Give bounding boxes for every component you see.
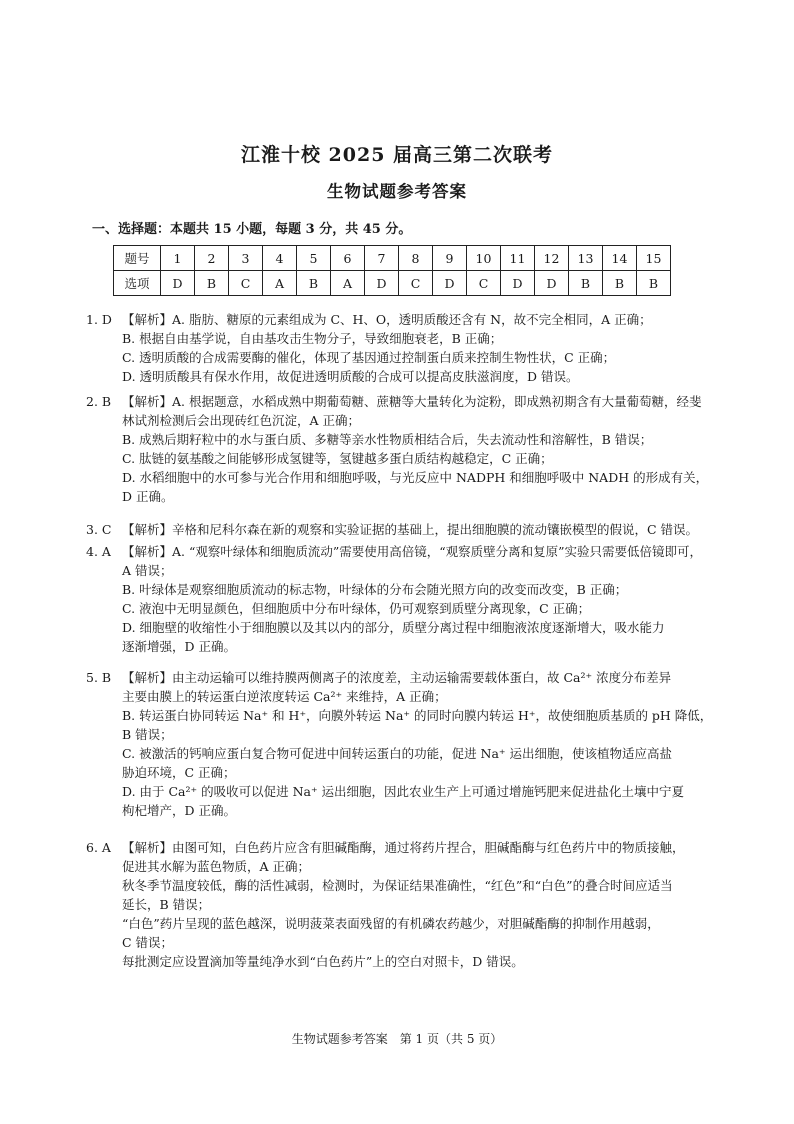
answer-table-number-row — [114, 246, 671, 271]
explanation-line: 促进其水解为蓝色物质，A 正确； — [122, 859, 311, 874]
question-number-cell: 12 — [535, 246, 569, 271]
question-3-explanation — [86, 520, 726, 539]
answer-table-option-row — [114, 271, 671, 296]
explanation-line: C. 肽链的氨基酸之间能够形成氢键等，氢键越多蛋白质结构越稳定，C 正确； — [122, 451, 553, 466]
answer-option-cell: B — [297, 271, 331, 296]
answer-option-cell: A — [331, 271, 365, 296]
question-2-explanation — [86, 392, 726, 506]
question-answer-label: 6. A — [86, 840, 111, 855]
explanation-line: D 正确。 — [122, 489, 174, 504]
explanation-line: 林试剂检测后会出现砖红色沉淀，A 正确； — [122, 413, 361, 428]
explanation-line: D. 水稻细胞中的水可参与光合作用和细胞呼吸，与光反应中 NADPH 和细胞呼吸中 NADH 的形成有关， — [122, 470, 709, 485]
explanation-line: B. 成熟后期籽粒中的水与蛋白质、多糖等亲水性物质相结合后，失去流动性和溶解性，B 错误； — [122, 432, 653, 447]
explanation-line: A 错误； — [122, 563, 173, 578]
question-answer-label: 5. B — [86, 670, 112, 685]
question-number-cell: 6 — [331, 246, 365, 271]
explanation-line: 延长，B 错误； — [122, 897, 211, 912]
answer-option-cell: D — [535, 271, 569, 296]
explanation-line: C. 被激活的钙响应蛋白复合物可促进中间转运蛋白的功能，促进 Na⁺ 运出细胞，使该植物适应高盐 — [122, 746, 673, 761]
explanation-line: 【解析】由图可知，白色药片应含有胆碱酯酶，通过将药片捏合，胆碱酯酶与红色药片中的物质接触， — [122, 840, 685, 855]
explanation-line: C 错误； — [122, 935, 174, 950]
explanation-line: B. 根据自由基学说，自由基攻击生物分子，导致细胞衰老，B 正确； — [122, 331, 503, 346]
question-5-explanation — [86, 668, 726, 820]
explanation-line: 胁迫环境，C 正确； — [122, 765, 236, 780]
explanation-line: 主要由膜上的转运蛋白逆浓度转运 Ca²⁺ 来维持，A 正确； — [122, 689, 447, 704]
explanation-line: “白色”药片呈现的蓝色越深，说明菠菜表面残留的有机磷农药越少，对胆碱酯酶的抑制作用越弱， — [122, 916, 660, 931]
answer-option-cell: C — [467, 271, 501, 296]
explanation-line: C. 透明质酸的合成需要酶的催化，体现了基因通过控制蛋白质来控制生物性状，C 正确； — [122, 350, 616, 365]
answer-option-cell: B — [603, 271, 637, 296]
answer-option-cell: B — [637, 271, 671, 296]
question-answer-label: 3. C — [86, 522, 112, 537]
exam-title: 江淮十校 2025 届高三第二次联考 — [240, 144, 554, 166]
question-number-cell: 5 — [297, 246, 331, 271]
question-answer-label: 2. B — [86, 394, 112, 409]
explanation-line: 逐渐增强，D 正确。 — [122, 639, 236, 654]
question-4-explanation — [86, 542, 726, 656]
explanation-line: B. 叶绿体是观察细胞质流动的标志物，叶绿体的分布会随光照方向的改变而改变，B 正确； — [122, 582, 628, 597]
answer-option-cell: B — [569, 271, 603, 296]
answer-option-cell: D — [161, 271, 195, 296]
explanation-line: 【解析】A. “观察叶绿体和细胞质流动”需要使用高倍镜，“观察质壁分离和复原”实验只需要低倍镜即可， — [122, 544, 703, 559]
answer-option-cell: D — [365, 271, 399, 296]
answer-option-cell: A — [263, 271, 297, 296]
explanation-line: 【解析】A. 根据题意，水稻成熟中期葡萄糖、蔗糖等大量转化为淀粉，即成熟初期含有大量葡萄糖，经斐 — [122, 394, 702, 409]
question-6-explanation — [86, 838, 726, 971]
explanation-line: D. 细胞壁的收缩性小于细胞膜以及其以内的部分，质壁分离过程中细胞液浓度逐渐增大，吸水能力 — [122, 620, 665, 635]
question-number-cell: 13 — [569, 246, 603, 271]
answer-option-cell: C — [229, 271, 263, 296]
explanation-line: B. 转运蛋白协同转运 Na⁺ 和 H⁺，向膜外转运 Na⁺ 的同时向膜内转运 H⁺，故使细胞质基质的 pH 降低， — [122, 708, 713, 723]
document-subtitle: 生物试题参考答案 — [327, 182, 467, 201]
section-heading: 一、选择题：本题共 15 小题，每题 3 分，共 45 分。 — [92, 222, 412, 237]
question-number-cell: 1 — [161, 246, 195, 271]
question-number-cell: 2 — [195, 246, 229, 271]
question-number-cell: 11 — [501, 246, 535, 271]
question-number-cell: 15 — [637, 246, 671, 271]
question-answer-label: 4. A — [86, 544, 111, 559]
answer-option-cell: D — [433, 271, 467, 296]
explanation-line: D. 透明质酸具有保水作用，故促进透明质酸的合成可以提高皮肤滋润度，D 错误。 — [122, 369, 579, 384]
explanation-line: 枸杞增产，D 正确。 — [122, 803, 236, 818]
answer-table — [113, 245, 671, 296]
row-label-option: 选项 — [114, 271, 161, 296]
explanation-line: 秋冬季节温度较低，酶的活性减弱，检测时，为保证结果准确性，“红色”和“白色”的叠合时间应适当 — [122, 878, 673, 893]
explanation-line: 【解析】由主动运输可以维持膜两侧离子的浓度差，主动运输需要载体蛋白，故 Ca²⁺ 浓度分布差异 — [122, 670, 672, 685]
explanation-line: 【解析】A. 脂肪、糖原的元素组成为 C、H、O，透明质酸还含有 N，故不完全相同，A 正确； — [122, 312, 652, 327]
explanation-line: 每批测定应设置滴加等量纯净水到“白色药片”上的空白对照卡，D 错误。 — [122, 954, 524, 969]
row-label-number: 题号 — [114, 246, 161, 271]
question-number-cell: 4 — [263, 246, 297, 271]
question-number-cell: 7 — [365, 246, 399, 271]
question-number-cell: 3 — [229, 246, 263, 271]
question-1-explanation — [86, 310, 726, 386]
question-answer-label: 1. D — [86, 312, 112, 327]
answer-option-cell: D — [501, 271, 535, 296]
answer-option-cell: B — [195, 271, 229, 296]
question-number-cell: 10 — [467, 246, 501, 271]
question-number-cell: 9 — [433, 246, 467, 271]
page-footer: 生物试题参考答案 第 1 页（共 5 页） — [291, 1032, 503, 1046]
explanation-line: B 错误； — [122, 727, 173, 742]
question-number-cell: 14 — [603, 246, 637, 271]
explanation-line: D. 由于 Ca²⁺ 的吸收可以促进 Na⁺ 运出细胞，因此农业生产上可通过增施钙肥来促进盐化土壤中宁夏 — [122, 784, 685, 799]
explanation-line: C. 液泡中无明显颜色，但细胞质中分布叶绿体，仍可观察到质壁分离现象，C 正确； — [122, 601, 591, 616]
explanation-line: 【解析】辛格和尼科尔森在新的观察和实验证据的基础上，提出细胞膜的流动镶嵌模型的假说，C 错误。 — [122, 522, 699, 537]
question-number-cell: 8 — [399, 246, 433, 271]
answer-option-cell: C — [399, 271, 433, 296]
